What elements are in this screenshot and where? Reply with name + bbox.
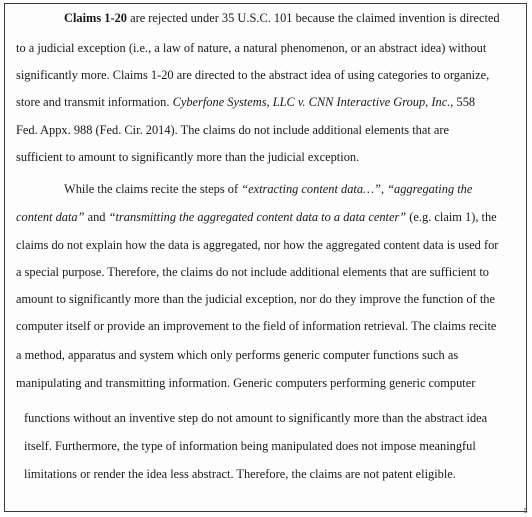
claims-lead: Claims 1-20: [64, 11, 127, 25]
p2-line-4: a special purpose. Therefore, the claims do not include additional elements that are sufficient to: [16, 265, 489, 279]
p1-line-5: Fed. Appx. 988 (Fed. Cir. 2014). The claims do not include additional elements that are: [16, 123, 450, 137]
p2-line-7: a method, apparatus and system which only performs generic computer functions such as: [16, 348, 459, 362]
p3-line-2: itself. Furthermore, the type of information being manipulated does not impose meaningful: [24, 439, 476, 453]
p2-line-3: claims do not explain how the data is aggregated, nor how the aggregated content data is used for: [16, 238, 499, 252]
p3-line-3: limitations or render the idea less abstract. Therefore, the claims are not patent eligible.: [24, 467, 456, 481]
p1-line-2: to a judicial exception (i.e., a law of nature, a natural phenomenon, or an abstract idea) without: [16, 41, 487, 55]
p2-line-6: computer itself or provide an improvement to the field of information retrieval. The claims recite: [16, 319, 497, 333]
p3-line-1: functions without an inventive step do not amount to significantly more than the abstract idea: [24, 411, 488, 425]
p2-line-1: While the claims recite the steps of “extracting content data…”, “aggregating the: [64, 182, 473, 196]
p1-line-1: Claims 1-20 are rejected under 35 U.S.C. 101 because the claimed invention is directed: [64, 11, 500, 25]
p1-line-3: significantly more. Claims 1-20 are directed to the abstract idea of using categories to organize,: [16, 68, 490, 82]
p2-line-8: manipulating and transmitting information. Generic computers performing generic computer: [16, 376, 476, 390]
p1-line-4: store and transmit information. Cyberfone Systems, LLC v. CNN Interactive Group, Inc., 558: [16, 95, 476, 109]
p2-line-5: amount to significantly more than the judicial exception, nor do they improve the function of the: [16, 292, 495, 306]
p2-line-2: content data” and “transmitting the aggregated content data to a data center” (e.g. claim 1), the: [16, 210, 497, 224]
case-citation: Cyberfone Systems, LLC v. CNN Interactive Group, Inc.: [172, 95, 451, 109]
corner-mark: 5: [523, 507, 528, 515]
p1-line-6: sufficient to amount to significantly more than the judicial exception.: [16, 150, 360, 164]
